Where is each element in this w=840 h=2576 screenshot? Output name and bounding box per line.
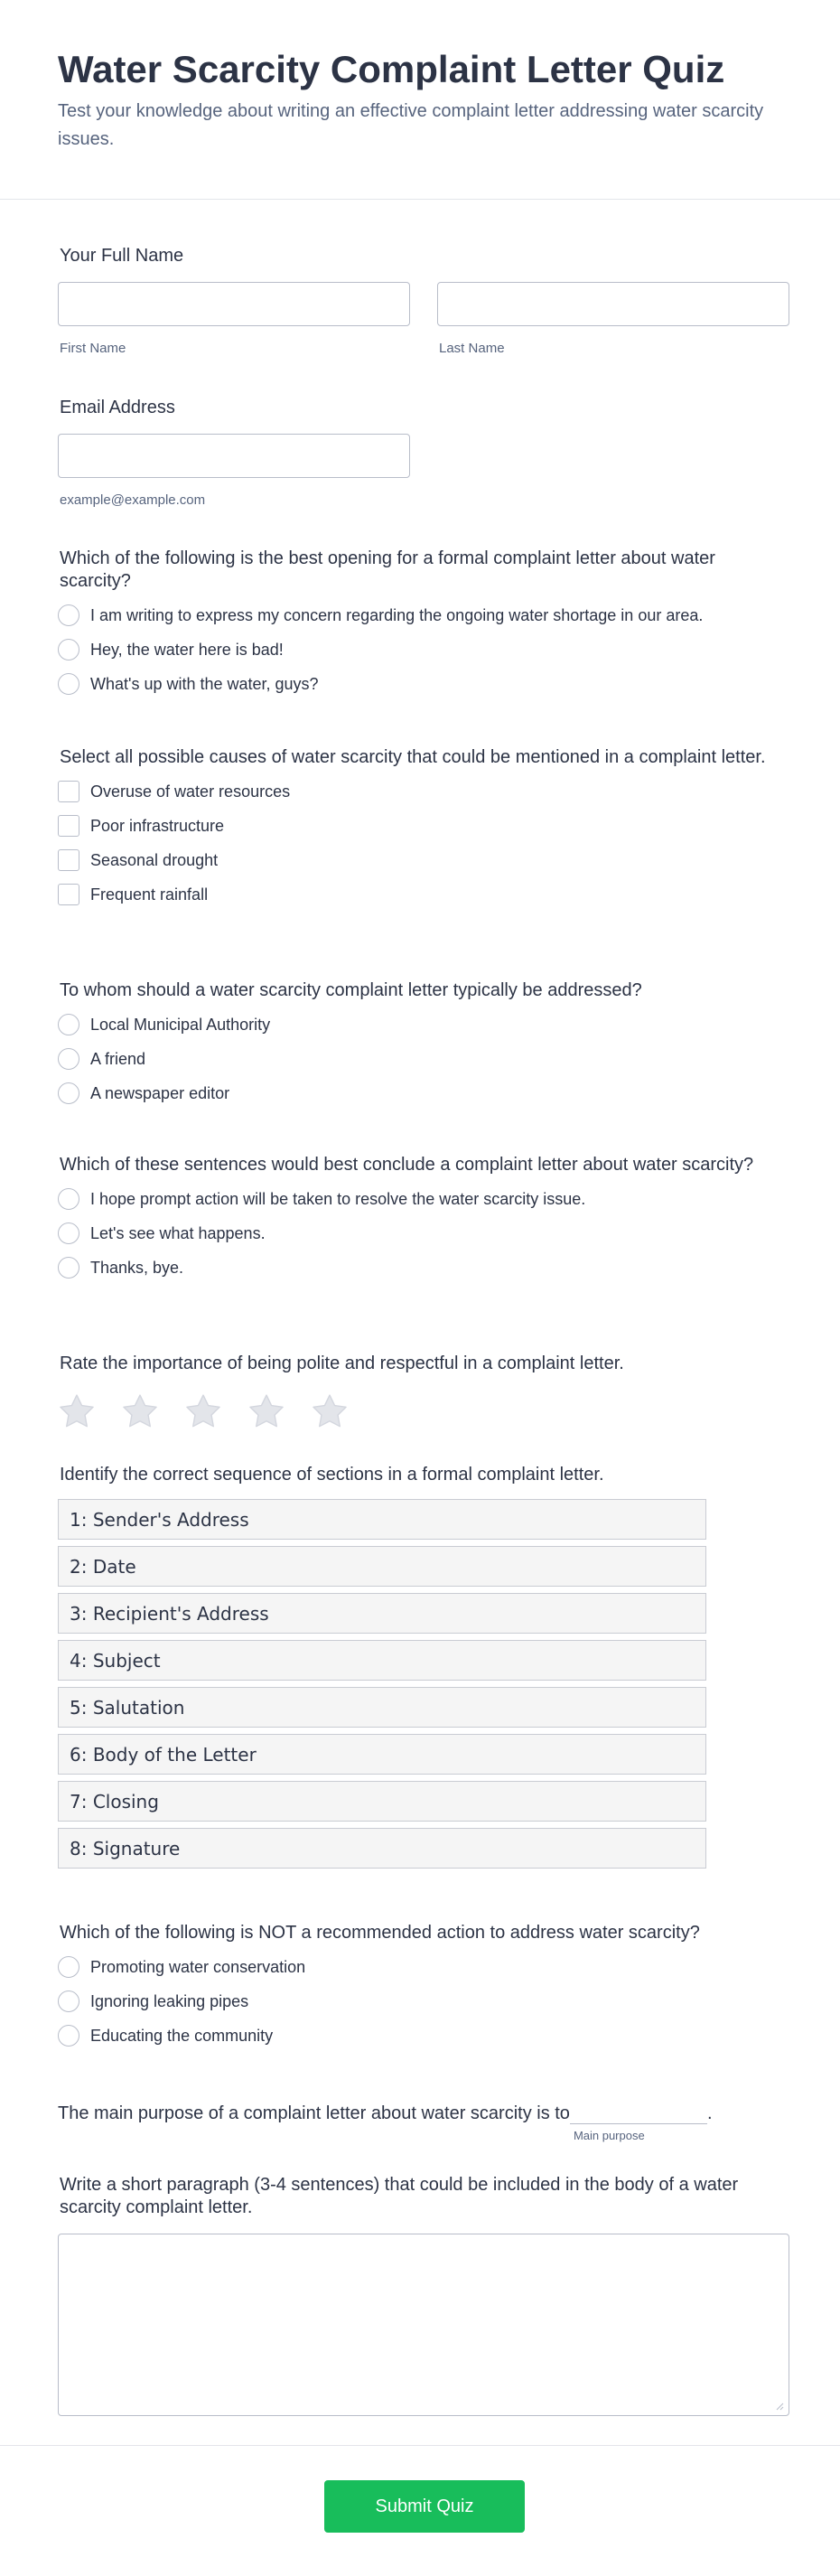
option-label: Promoting water conservation	[90, 1957, 306, 1976]
radio-option[interactable]	[58, 1256, 789, 1279]
question-label: Which of the following is NOT a recommended action to address water scarcity?	[60, 1923, 700, 1943]
sortable-item[interactable]: 6: Body of the Letter	[58, 1734, 706, 1775]
checkbox[interactable]	[58, 884, 79, 905]
question-label: Rate the importance of being polite and respectful in a complaint letter.	[60, 1354, 624, 1373]
question-label: To whom should a water scarcity complaint letter typically be addressed?	[60, 980, 642, 1000]
option-label: Seasonal drought	[90, 850, 219, 869]
question-not-recommended	[58, 1922, 789, 2047]
checkbox[interactable]	[58, 849, 79, 871]
question-label: Write a short paragraph (3-4 sentences) that could be included in the body of a water scarcity complaint letter.	[60, 2175, 739, 2217]
checkbox-option[interactable]	[58, 780, 789, 803]
question-label: Select all possible causes of water scarcity that could be mentioned in a complaint letter.	[60, 747, 766, 767]
sortable-item[interactable]: 3: Recipient's Address	[58, 1593, 706, 1634]
full-name-label: Your Full Name	[60, 246, 184, 266]
star-icon[interactable]	[247, 1393, 285, 1429]
checkbox[interactable]	[58, 781, 79, 802]
sortable-item[interactable]: 2: Date	[58, 1546, 706, 1587]
radio-button[interactable]	[58, 1991, 79, 2012]
radio-option[interactable]	[58, 2024, 789, 2047]
radio-option[interactable]	[58, 604, 789, 627]
radio-button[interactable]	[58, 1188, 79, 1210]
sortable-list	[58, 1499, 706, 1869]
radio-button[interactable]	[58, 1014, 79, 1035]
option-label: Overuse of water resources	[90, 782, 291, 801]
first-name-sublabel: First Name	[60, 341, 126, 356]
email-sublabel: example@example.com	[60, 492, 206, 508]
radio-button[interactable]	[58, 673, 79, 695]
question-label: Which of the following is the best opening for a formal complaint letter about water scarcity?	[60, 548, 715, 591]
radio-option[interactable]	[58, 672, 789, 696]
radio-option[interactable]	[58, 1955, 789, 1979]
option-label: Hey, the water here is bad!	[90, 640, 284, 659]
form-header	[0, 0, 840, 200]
option-label: Let's see what happens.	[90, 1223, 266, 1242]
fill-in-blank-question	[58, 2103, 789, 2142]
option-label: A friend	[90, 1049, 146, 1068]
radio-button[interactable]	[58, 639, 79, 660]
full-name-field	[58, 244, 789, 356]
star-icon[interactable]	[58, 1393, 96, 1429]
star-icon[interactable]	[121, 1393, 159, 1429]
checkbox-option[interactable]	[58, 814, 789, 838]
option-label: Poor infrastructure	[90, 816, 225, 835]
option-label: Ignoring leaking pipes	[90, 1991, 249, 2010]
checkbox-option[interactable]	[58, 883, 789, 906]
star-icon[interactable]	[184, 1393, 222, 1429]
radio-button[interactable]	[58, 1956, 79, 1978]
option-label: Educating the community	[90, 2026, 274, 2045]
question-sequence	[58, 1464, 789, 1875]
paragraph-textarea[interactable]	[58, 2234, 789, 2416]
form-footer	[0, 2445, 840, 2576]
option-label: I hope prompt action will be taken to resolve the water scarcity issue.	[90, 1189, 586, 1208]
email-input[interactable]	[58, 434, 410, 478]
sortable-item[interactable]: 1: Sender's Address	[58, 1499, 706, 1540]
question-rating	[58, 1353, 789, 1429]
last-name-sublabel: Last Name	[439, 341, 505, 356]
email-field	[58, 396, 410, 508]
radio-button[interactable]	[58, 1222, 79, 1244]
page-subtitle: Test your knowledge about writing an effective complaint letter addressing water scarcity issues.	[58, 101, 764, 149]
radio-button[interactable]	[58, 2025, 79, 2047]
main-purpose-sublabel: Main purpose	[573, 2129, 645, 2142]
option-label: A newspaper editor	[90, 1083, 230, 1102]
option-label: I am writing to express my concern regarding the ongoing water shortage in our area.	[90, 605, 704, 624]
email-label: Email Address	[60, 398, 175, 417]
radio-option[interactable]	[58, 1082, 789, 1105]
first-name-input[interactable]	[58, 282, 410, 326]
radio-option[interactable]	[58, 1013, 789, 1036]
radio-option[interactable]	[58, 1222, 789, 1245]
checkbox-option[interactable]	[58, 848, 789, 872]
fill-blank-text-before: The main purpose of a complaint letter about water scarcity is to	[58, 2103, 570, 2123]
sortable-item[interactable]: 7: Closing	[58, 1781, 706, 1822]
resize-grip-icon[interactable]	[775, 2402, 784, 2411]
radio-button[interactable]	[58, 604, 79, 626]
option-label: What's up with the water, guys?	[90, 674, 319, 693]
sortable-item[interactable]: 4: Subject	[58, 1640, 706, 1681]
radio-option[interactable]	[58, 1990, 789, 2013]
radio-button[interactable]	[58, 1257, 79, 1279]
fill-blank-wrapper	[570, 2103, 707, 2142]
question-causes	[58, 746, 789, 906]
radio-option[interactable]	[58, 638, 789, 661]
question-conclusion	[58, 1154, 789, 1279]
submit-button[interactable]: Submit Quiz	[324, 2480, 525, 2533]
sortable-item[interactable]: 8: Signature	[58, 1828, 706, 1869]
star-icon[interactable]	[311, 1393, 349, 1429]
question-opening	[58, 548, 789, 696]
page-title: Water Scarcity Complaint Letter Quiz	[58, 48, 725, 90]
radio-button[interactable]	[58, 1048, 79, 1070]
option-label: Local Municipal Authority	[90, 1015, 271, 1034]
option-label: Frequent rainfall	[90, 885, 209, 904]
sortable-item[interactable]: 5: Salutation	[58, 1687, 706, 1728]
last-name-input[interactable]	[437, 282, 789, 326]
fill-blank-text-after: .	[706, 2103, 713, 2123]
question-paragraph	[58, 2174, 789, 2416]
star-rating	[58, 1393, 789, 1429]
question-addressee	[58, 979, 789, 1105]
question-label: Identify the correct sequence of sections in a formal complaint letter.	[60, 1465, 604, 1485]
main-purpose-input[interactable]	[570, 2106, 707, 2124]
radio-button[interactable]	[58, 1082, 79, 1104]
checkbox[interactable]	[58, 815, 79, 837]
radio-option[interactable]	[58, 1187, 789, 1211]
radio-option[interactable]	[58, 1047, 789, 1071]
question-label: Which of these sentences would best conclude a complaint letter about water scarcity?	[60, 1155, 754, 1175]
option-label: Thanks, bye.	[90, 1258, 184, 1277]
